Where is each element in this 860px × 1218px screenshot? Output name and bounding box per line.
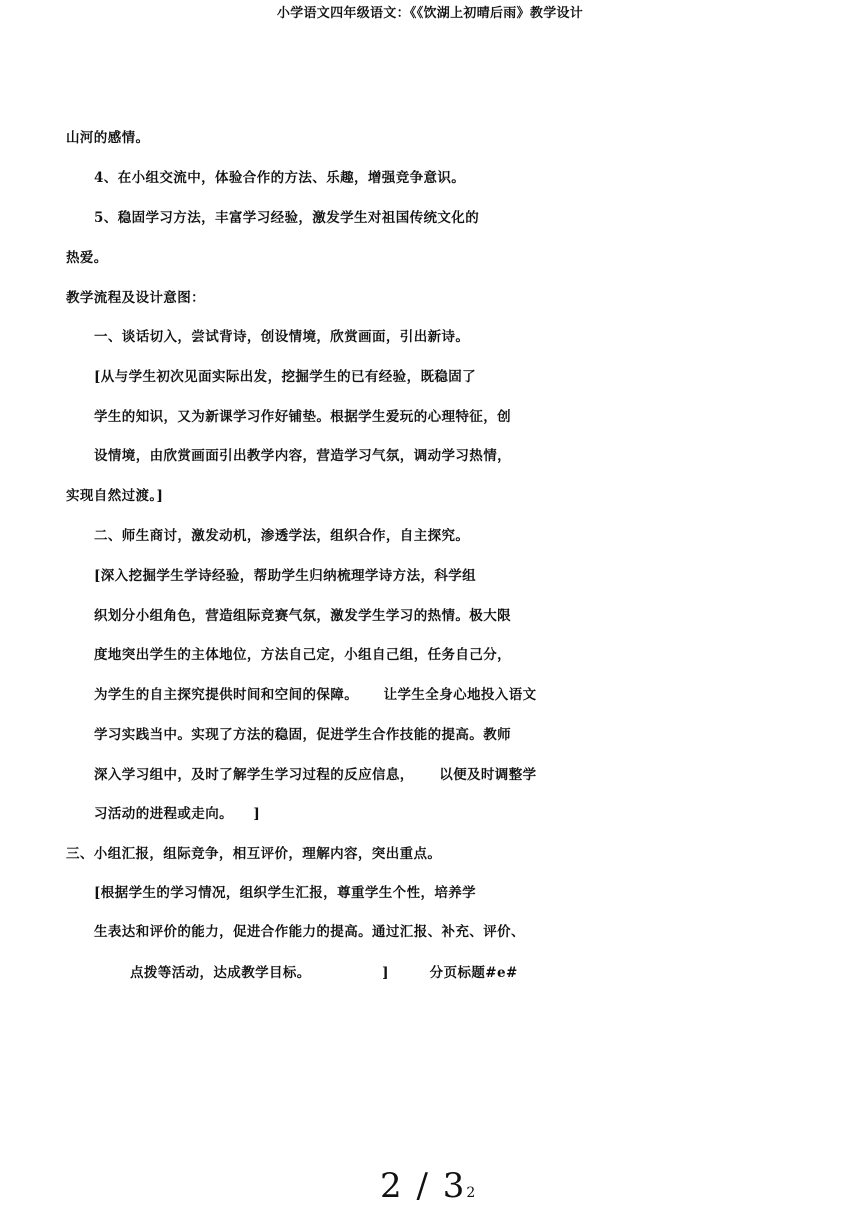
text-line: 实现自然过渡。] [66,488,164,504]
step-heading: 一、谈话切入，尝试背诗，创设情境，欣赏画面，引出新诗。 [94,329,470,345]
page-number-sub: 2 [466,1185,476,1201]
text-line: [从与学生初次见面实际出发，挖掘学生的已有经验，既稳固了 [94,369,477,385]
text-line: [深入挖掘学生学诗经验，帮助学生归纳梳理学诗方法，科学组 [94,568,477,584]
text-line: 为学生的自主探究提供时间和空间的保障。 让学生全身心地投入语文 [94,687,537,703]
text-line: 织划分小组角色，营造组际竞赛气氛，激发学生学习的热情。极大限 [94,608,511,624]
page-number [380,1166,475,1206]
text-line: 深入学习组中，及时了解学生学习过程的反应信息， 以便及时调整学 [94,767,537,783]
text-line: [根据学生的学习情况，组织学生汇报，尊重学生个性，培养学 [94,885,477,901]
step-heading: 三、小组汇报，组际竞争，相互评价，理解内容，突出重点。 [66,846,442,862]
text-line: 点拨等活动，达成教学目标。 ] 分页标题#e# [130,965,518,981]
text-line: 生表达和评价的能力，促进合作能力的提高。通过汇报、补充、评价、 [94,924,525,940]
text-line: 山河的感情。 [66,130,150,146]
text-line: 学习实践当中。实现了方法的稳固，促进学生合作技能的提高。教师 [94,727,511,743]
text-line: 5、稳固学习方法，丰富学习经验，激发学生对祖国传统文化的 [94,210,480,226]
document-header: 小学语文四年级语文：《《饮湖上初晴后雨》教学设计 [276,6,584,21]
text-line: 习活动的进程或走向。 ] [94,806,261,822]
text-line: 度地突出学生的主体地位，方法自己定，小组自己组，任务自己分， [94,647,511,663]
text-line: 热爱。 [66,250,108,266]
section-heading: 教学流程及设计意图： [66,290,205,306]
page-number-main: 2 / 3 [380,1166,467,1206]
step-heading: 二、师生商讨，激发动机，渗透学法，组织合作，自主探究。 [94,528,470,544]
text-line: 学生的知识，又为新课学习作好铺垫。根据学生爱玩的心理特征，创 [94,409,511,425]
text-line: 设情境，由欣赏画面引出教学内容，营造学习气氛，调动学习热情， [94,448,511,464]
text-line: 4、在小组交流中，体验合作的方法、乐趣，增强竞争意识。 [94,170,466,186]
